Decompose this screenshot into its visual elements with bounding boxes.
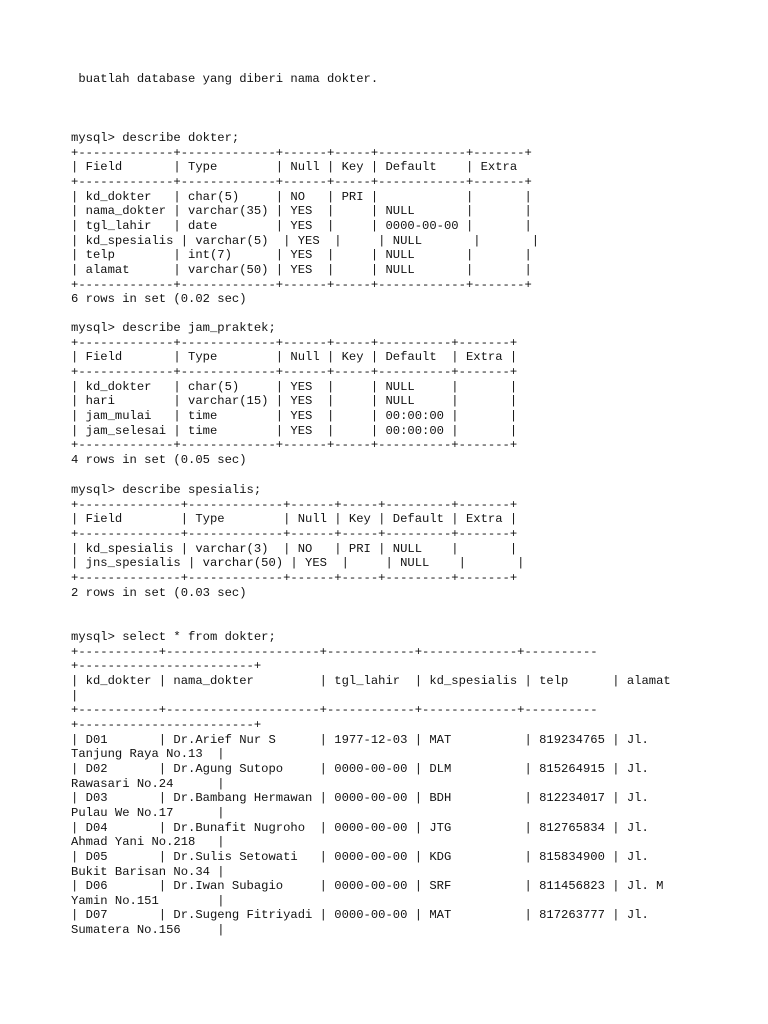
select-dokter-output: mysql> select * from dokter; +-----------+---------------------+------------+-------------+---------- +------------------------+ | kd_dokter | nama_dokter | tgl_lahir | kd_spesialis | telp | alamat | +-----------+---------------------+------------+-------------+---------- +------------------------+ | D01 | Dr.Arief Nur S | 1977-12-03 | MAT | 819234765 | Jl. Tanjung Raya No.13 | | D02 | Dr.Agung Sutopo | 0000-00-00 | DLM | 815264915 | Jl. Rawasari No.24 | | D03 | Dr.Bambang Hermawan | 0000-00-00 | BDH | 812234017 | Jl. Pulau We No.17 | | D04 | Dr.Bunafit Nugroho | 0000-00-00 | JTG | 812765834 | Jl. Ahmad Yani No.218 | | D05 | Dr.Sulis Setowati | 0000-00-00 | KDG | 815834900 | Jl. Bukit Barisan No.34 | | D06 | Dr.Iwan Subagio | 0000-00-00 | SRF | 811456823 | Jl. M Yamin No.151 | | D07 | Dr.Sugeng Fitriyadi | 0000-00-00 | MAT | 817263777 | Jl. Sumatera No.156 | xyxy=(71,630,671,938)
intro-instruction: buatlah database yang diberi nama dokter. xyxy=(71,72,379,86)
describe-spesialis-output: mysql> describe spesialis; +--------------+-------------+------+-----+---------+-------+ | Field | Type | Null | Key | Default | Extra | +--------------+-------------+------+-----+---------+-------+ | kd_spesialis | varchar(3) | NO | PRI | NULL | | | jns_spesialis | varchar(50) | YES | | NULL | | +--------------+-------------+------+-----+---------+-------+ 2 rows in set (0.03 sec) xyxy=(71,483,525,600)
describe-jam-praktek-output: mysql> describe jam_praktek; +-------------+-------------+------+-----+----------+-------+ | Field | Type | Null | Key | Default | Extra | +-------------+-------------+------+-----+----------+-------+ | kd_dokter | char(5) | YES | | NULL | | | hari | varchar(15) | YES | | NULL | | | jam_mulai | time | YES | | 00:00:00 | | | jam_selesai | time | YES | | 00:00:00 | | +-------------+-------------+------+-----+----------+-------+ 4 rows in set (0.05 sec) xyxy=(71,321,518,467)
describe-dokter-output: mysql> describe dokter; +-------------+-------------+------+-----+------------+-------+ | Field | Type | Null | Key | Default | Extra +-------------+-------------+------+-----+------------+-------+ | kd_dokter | char(5) | NO | PRI | | | | nama_dokter | varchar(35) | YES | | NULL | | | tgl_lahir | date | YES | | 0000-00-00 | | | kd_spesialis | varchar(5) | YES | | NULL | | | telp | int(7) | YES | | NULL | | | alamat | varchar(50) | YES | | NULL | | +-------------+-------------+------+-----+------------+-------+ 6 rows in set (0.02 sec) xyxy=(71,131,540,307)
